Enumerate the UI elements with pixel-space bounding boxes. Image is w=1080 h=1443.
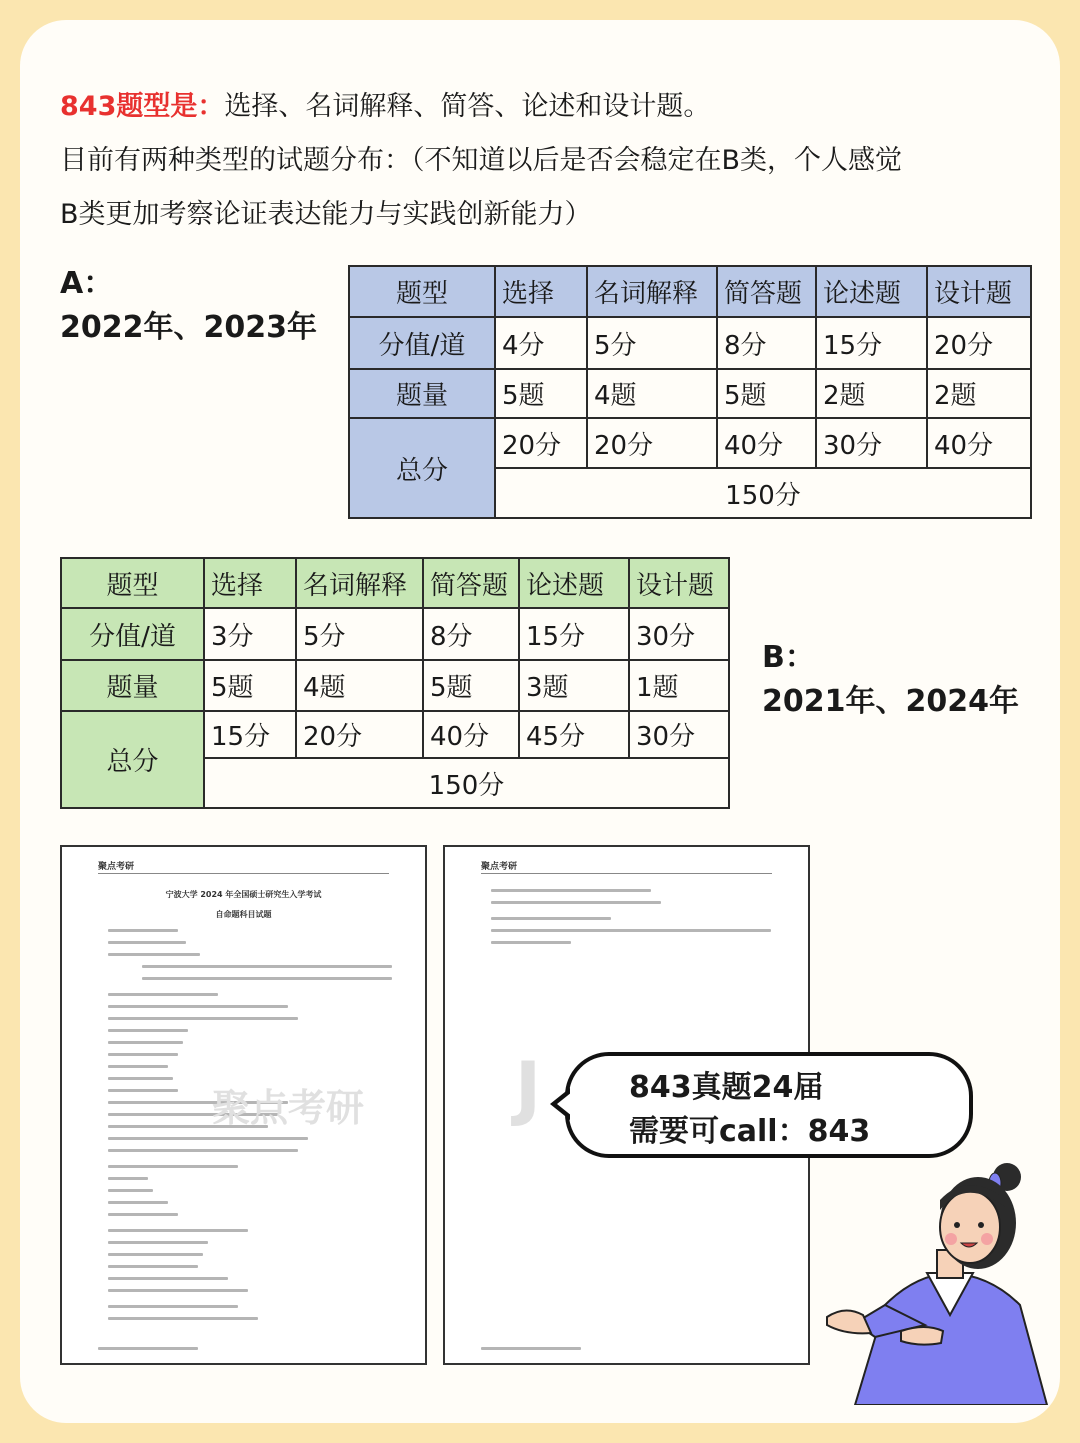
text-line [108,993,218,996]
table-cell: 30分 [816,418,927,468]
table-a-header-cell: 简答题 [717,266,816,317]
table-a-header-cell: 论述题 [816,266,927,317]
text-line [491,929,771,932]
table-cell: 1题 [629,660,729,711]
table-cell: 20分 [296,711,423,758]
bubble-line-2: 需要可call：843 [629,1114,871,1149]
table-b-header-cell: 选择 [204,558,296,608]
table-cell: 4题 [587,369,717,418]
table-a-grand-total: 150分 [495,468,1031,518]
exam-page-header-rule [481,873,772,874]
table-b-total-row [61,711,729,758]
section-b-heading [762,636,1019,724]
text-line [108,1229,248,1232]
table-a-row-label: 总分 [349,418,495,518]
table-cell: 20分 [495,418,587,468]
table-cell: 8分 [717,317,816,369]
table-b-header-cell: 简答题 [423,558,519,608]
text-line [108,1305,238,1308]
text-line [491,889,651,892]
table-a-header-cell: 选择 [495,266,587,317]
exam-page-subtitle: 自命题科目试题 [215,910,272,919]
table-cell: 3分 [204,608,296,660]
table-a-header-cell: 设计题 [927,266,1031,317]
table-cell: 3题 [519,660,629,711]
speech-bubble-tail-inner [557,1092,572,1116]
text-line [108,1289,248,1292]
text-line [108,1177,148,1180]
section-b-label: B： [762,640,815,675]
text-line [108,1065,168,1068]
table-cell: 15分 [519,608,629,660]
table-cell: 8分 [423,608,519,660]
text-line [491,901,661,904]
table-b-header-cell: 题型 [61,558,204,608]
text-line [108,1077,173,1080]
text-line [491,941,571,944]
text-line [108,1189,153,1192]
table-cell: 4题 [296,660,423,711]
intro-line-2: 目前有两种类型的试题分布：（不知道以后是否会稳定在B类，个人感觉 [60,145,903,176]
table-cell: 40分 [927,418,1031,468]
table-a-header-row [349,266,1031,317]
table-a-header-cell: 题型 [349,266,495,317]
section-a-heading [60,262,317,350]
table-b-row-label: 总分 [61,711,204,808]
watermark: 聚点考研 [212,1086,365,1130]
table-a-total-row [349,418,1031,468]
text-line [491,917,611,920]
text-line [108,1253,203,1256]
table-cell: 30分 [629,711,729,758]
speech-bubble [565,1052,973,1158]
person-icon [815,1155,1060,1405]
table-cell: 15分 [204,711,296,758]
exam-page-header-rule [98,873,389,874]
text-line [108,1017,298,1020]
table-cell: 4分 [495,317,587,369]
intro-line-1-rest: 选择、名词解释、简答、论述和设计题。 [224,91,711,122]
table-b-row-label: 分值/道 [61,608,204,660]
table-cell: 15分 [816,317,927,369]
bubble-line-1: 843真题24届 [629,1070,824,1105]
table-a-count-row [349,369,1031,418]
intro-text [60,80,1040,242]
text-line [108,1165,238,1168]
table-b-header-cell: 设计题 [629,558,729,608]
section-b-years: 2021年、2024年 [762,684,1019,719]
table-cell: 5题 [423,660,519,711]
exam-page-logo: 聚点考研 [481,862,518,872]
text-line [108,1089,178,1092]
table-cell: 20分 [587,418,717,468]
table-b-count-row [61,660,729,711]
table-cell: 5题 [495,369,587,418]
table-cell: 40分 [423,711,519,758]
text-line [108,1149,298,1152]
exam-page-thumbnail-1 [60,845,427,1365]
text-line [108,1005,288,1008]
table-cell: 45分 [519,711,629,758]
table-b-header-cell: 论述题 [519,558,629,608]
intro-line-1 [60,80,1040,134]
table-cell: 5题 [204,660,296,711]
table-b-header-row [61,558,729,608]
text-line [108,1201,168,1204]
text-line [98,1347,198,1350]
table-cell: 2题 [927,369,1031,418]
text-line [108,1053,178,1056]
intro-highlight: 843题型是： [60,91,225,122]
table-a-points-row [349,317,1031,369]
text-line [108,1213,178,1216]
table-cell: 5分 [296,608,423,660]
text-line [108,1277,228,1280]
section-a-label: A： [60,266,114,301]
text-line [108,1029,188,1032]
text-line [481,1347,581,1350]
table-cell: 20分 [927,317,1031,369]
table-cell: 30分 [629,608,729,660]
text-line [108,953,200,956]
watermark-logo: J [515,1047,542,1129]
text-line [108,1041,183,1044]
table-b-row-label: 题量 [61,660,204,711]
text-line [142,965,392,968]
table-a-row-label: 分值/道 [349,317,495,369]
table-cell: 5题 [717,369,816,418]
exam-page-title: 宁波大学 2024 年全国硕士研究生入学考试 [165,890,322,899]
table-b-header-cell: 名词解释 [296,558,423,608]
score-table-b [60,557,730,809]
table-cell: 5分 [587,317,717,369]
text-line [142,977,392,980]
table-b-points-row [61,608,729,660]
text-line [108,1137,308,1140]
text-line [108,941,186,944]
exam-page-logo: 聚点考研 [98,862,135,872]
section-a-years: 2022年、2023年 [60,310,317,345]
text-line [108,1241,208,1244]
table-a-header-cell: 名词解释 [587,266,717,317]
table-cell: 2题 [816,369,927,418]
text-line [108,1265,198,1268]
table-b-grand-total: 150分 [204,758,729,808]
score-table-a [348,265,1032,519]
intro-line-3: B类更加考察论证表达能力与实践创新能力） [60,199,592,230]
text-line [108,929,178,932]
text-line [108,1317,258,1320]
table-cell: 40分 [717,418,816,468]
table-a-row-label: 题量 [349,369,495,418]
